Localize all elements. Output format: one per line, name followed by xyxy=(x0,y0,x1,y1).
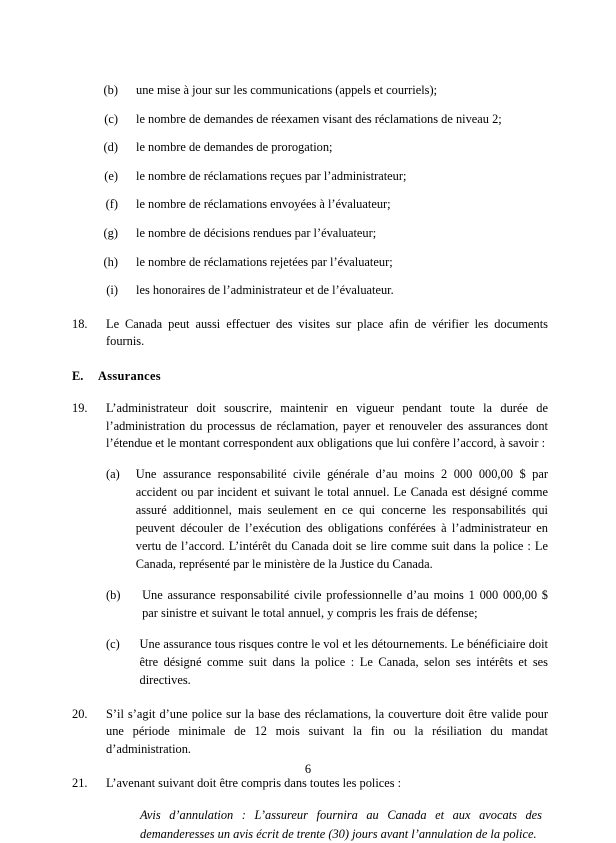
list-item-marker: (b) xyxy=(103,83,118,97)
sub-item-marker: (c) xyxy=(106,636,120,651)
clause-19 xyxy=(72,400,548,453)
page-number: 6 xyxy=(304,762,312,776)
list-item-text: le nombre de réclamations reçues par l’administrateur; xyxy=(136,168,407,183)
list-item-text: le nombre de demandes de réexamen visant des réclamations de niveau 2; xyxy=(136,111,502,126)
list-item-text: le nombre de décisions rendues par l’évaluateur; xyxy=(136,226,377,241)
clause-marker: 19. xyxy=(72,401,88,416)
clause-marker: 21. xyxy=(72,775,88,790)
sub-item xyxy=(72,636,548,690)
list-item xyxy=(72,111,548,129)
clause-text: Le Canada peut aussi effectuer des visites sur place afin de vérifier les documents fournis. xyxy=(106,316,548,349)
section-letter: E. xyxy=(72,369,84,384)
list-item-text: les honoraires de l’administrateur et de l’évaluateur. xyxy=(136,283,394,298)
sub-item xyxy=(72,587,548,623)
list-item-marker: (g) xyxy=(103,226,118,241)
sub-item-text: Une assurance tous risques contre le vol et les détournements. Le bénéficiaire doit être désigné comme suit dans la police : Le Canada, selon ses intérêts et ses directives. xyxy=(139,636,548,687)
list-item xyxy=(72,139,548,157)
list-item xyxy=(72,282,548,300)
cancellation-notice-quote: Avis d’annulation : L’assureur fournira au Canada et aux avocats des demanderesses un avis écrit de trente (30) jours avant l’annulation de la police. xyxy=(140,808,542,841)
list-item-text: le nombre de demandes de prorogation; xyxy=(136,140,333,155)
section-title: Assurances xyxy=(98,369,161,384)
clause-marker: 18. xyxy=(72,316,88,331)
clause-marker: 20. xyxy=(72,706,88,721)
clause-20 xyxy=(72,706,548,759)
list-item xyxy=(72,196,548,214)
list-item xyxy=(72,168,548,186)
sub-item-marker: (a) xyxy=(106,466,120,481)
list-item xyxy=(72,254,548,272)
clause-text: S’il s’agit d’une police sur la base des réclamations, la couverture doit être valide pour une période minimale de 12 mois suivant la fin ou la résiliation du mandat d’administration. xyxy=(106,706,548,756)
page-content xyxy=(72,82,548,843)
list-item xyxy=(72,82,548,100)
list-item-text: le nombre de réclamations envoyées à l’évaluateur; xyxy=(136,197,391,212)
sub-item-text: Une assurance responsabilité civile professionnelle d’au moins 1 000 000,00 $ par sinistre et suivant le total annuel, y compris les frais de défense; xyxy=(142,587,548,620)
list-item-marker: (i) xyxy=(106,283,118,298)
list-item-marker: (c) xyxy=(104,111,118,126)
list-item-marker: (d) xyxy=(103,140,118,155)
list-item-marker: (f) xyxy=(105,197,118,212)
clause-text: L’avenant suivant doit être compris dans toutes les polices : xyxy=(106,775,402,790)
sub-item-text: Une assurance responsabilité civile générale d’au moins 2 000 000,00 $ par accident ou par incident et suivant le total annuel. Le Canada est désigné comme assuré additionnel, mais seulement en ce qui concerne les responsabilités qui peuvent découler de l’exécution des obligations conférées à l’administrateur en vertu de l’accord. L’intérêt du Canada doit se lire comme suit dans la police : Le Canada, représenté par le ministère de la Justice du Canada. xyxy=(135,466,548,571)
sub-item-marker: (b) xyxy=(106,587,121,602)
list-item-text: le nombre de réclamations rejetées par l’évaluateur; xyxy=(136,254,393,269)
list-item xyxy=(72,225,548,243)
list-item-marker: (h) xyxy=(103,254,118,269)
clause-text: L’administrateur doit souscrire, maintenir en vigueur pendant toute la durée de l’administration du processus de réclamation, payer et renouveler des assurances dont l’étendue et le montant correspondent aux obligations que lui confère l’accord, à savoir : xyxy=(106,401,548,451)
list-item-text: une mise à jour sur les communications (appels et courriels); xyxy=(136,83,438,97)
sub-item xyxy=(72,466,548,574)
list-item-marker: (e) xyxy=(104,168,118,183)
clause-18 xyxy=(72,316,548,351)
section-heading xyxy=(72,369,548,384)
clause-21 xyxy=(72,775,548,793)
